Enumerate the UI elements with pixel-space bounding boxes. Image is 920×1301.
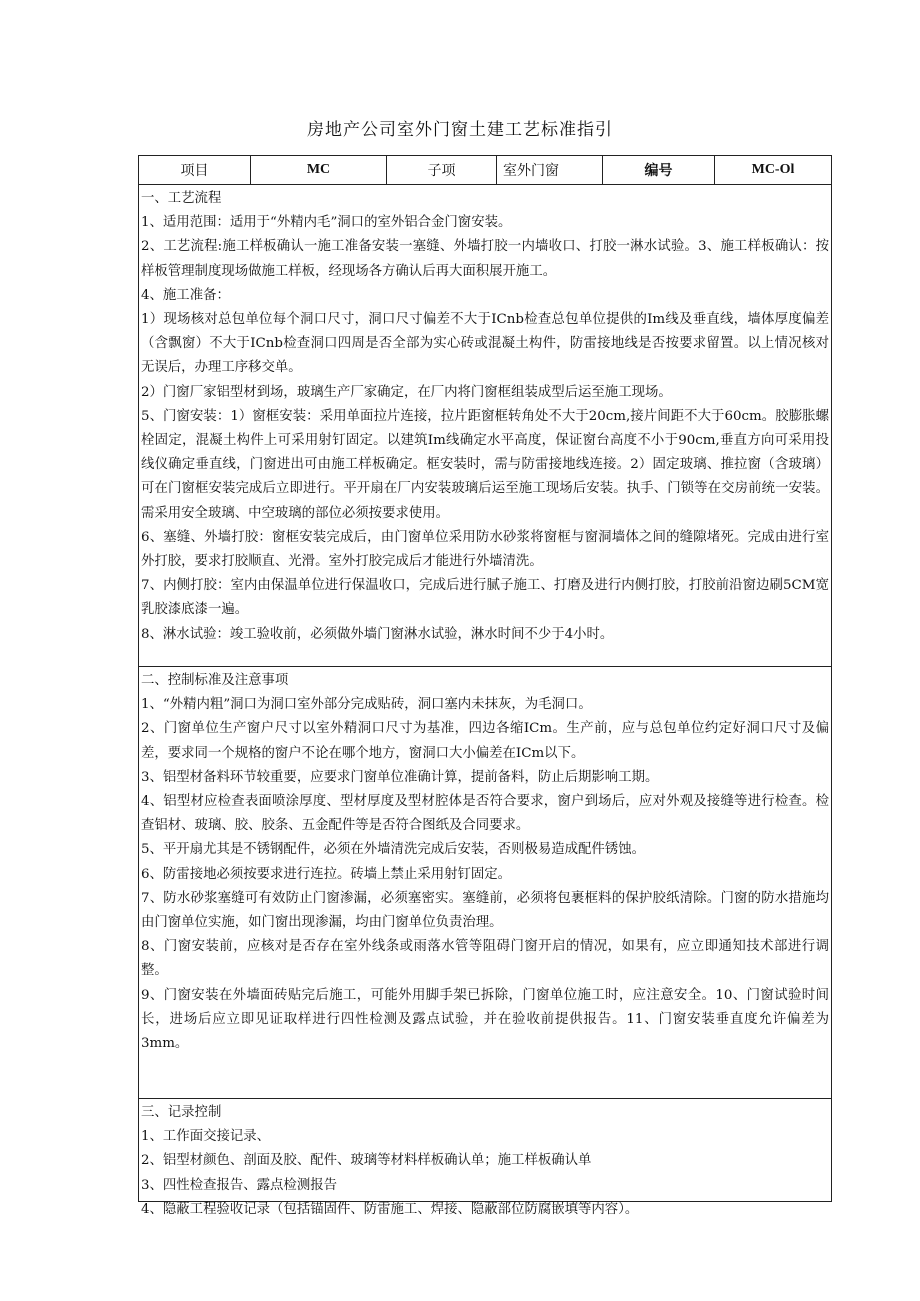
paragraph: 1、适用范围：适用于“外精内毛”洞口的室外铝合金门窗安装。	[141, 215, 512, 231]
section-heading: 一、工艺流程	[141, 191, 222, 206]
paragraph: 3、四性检查报告、露点检测报告	[141, 1177, 337, 1193]
paragraph: 7、防水砂浆塞缝可有效防止门窗渗漏，必须塞密实。塞缝前，必须将包裹框料的保护胶纸清除。门窗的防水措施均由门窗单位实施，如门窗出现渗漏，均由门窗单位负责治理。	[141, 890, 829, 931]
paragraph: 4、施工准备：	[141, 287, 230, 303]
paragraph: 8、淋水试验：竣工验收前，必须做外墙门窗淋水试验，淋水时间不少于4小时。	[141, 626, 614, 642]
paragraph: 4、铝型材应检查表面喷涂厚度、型材厚度及型材腔体是否符合要求，窗户到场后，应对外观及接缝等进行检查。检查铝材、玻璃、胶、胶条、五金配件等是否符合图纸及合同要求。	[141, 794, 829, 834]
section-records	[139, 1099, 831, 1217]
paragraph: 6、塞缝、外墙打胶：窗框安装完成后，由门窗单位采用防水砂浆将窗框与窗洞墙体之间的缝隙堵死。完成由进行室外打胶，要求打胶顺直、光滑。室外打胶完成后才能进行外墙清洗。	[141, 529, 829, 570]
header-row	[139, 155, 831, 185]
paragraph: 7、内侧打胶：室内由保温单位进行保温收口，完成后进行腻子施工、打磨及进行内侧打胶，打胶前沿窗边刷5CM宽乳胶漆底漆一遍。	[141, 578, 829, 618]
paragraph: 1、工作面交接记录、	[141, 1129, 271, 1145]
paragraph: 9、门窗安装在外墙面砖贴完后施工，可能外用脚手架已拆除，门窗单位施工时，应注意安全。10、门窗试验时间长，进场后应立即见证取样进行四性检测及露点试验，并在验收前提供报告。11、门窗安装垂直度允许偏差为3mm。	[141, 987, 829, 1052]
document-title: 房地产公司室外门窗土建工艺标准指引	[307, 120, 613, 140]
section-control-standards	[139, 667, 831, 1099]
section-heading: 二、控制标准及注意事项	[141, 673, 289, 688]
paragraph: 2、工艺流程:施工样板确认一施工准备安装一塞缝、外墙打胶一内墙收口、打胶一淋水试验。3、施工样板确认：按样板管理制度现场做施工样板，经现场各方确认后再大面积展开施工。	[141, 239, 829, 279]
paragraph: 8、门窗安装前，应核对是否存在室外线条或雨落水管等阻碍门窗开启的情况，如果有，应立即通知技术部进行调整。	[141, 939, 829, 979]
sub-value: 室外门窗	[497, 156, 603, 184]
section-process	[139, 185, 831, 667]
paragraph: 6、防雷接地必须按要求进行连拉。砖墙上禁止采用射钉固定。	[141, 866, 512, 882]
item-value: MC	[251, 156, 387, 184]
paragraph: 2）门窗厂家铝型材到场，玻璃生产厂家确定，在厂内将门窗框组装成型后运至施工现场。	[141, 384, 672, 400]
paragraph: 2、铝型材颜色、剖面及胶、配件、玻璃等材料样板确认单；施工样板确认单	[141, 1153, 592, 1169]
paragraph: 5、平开扇尤其是不锈钢配件，必须在外墙清洗完成后安装，否则极易造成配件锈蚀。	[141, 842, 645, 858]
paragraph: 3、铝型材备料环节较重要，应要求门窗单位准确计算，提前备料，防止后期影响工期。	[141, 769, 659, 785]
code-label: 编号	[603, 156, 715, 184]
code-value: MC-Ol	[751, 162, 795, 177]
paragraph: 1）现场核对总包单位每个洞口尺寸，洞口尺寸偏差不大于ICnb检查总包单位提供的Im线及垂直线，墙体厚度偏差（含飘窗）不大于ICnb检查洞口四周是否全部为实心砖或混凝土构件，防雷接地线是否按要求留置。以上情况核对无误后，办理工序移交单。	[141, 312, 829, 376]
standard-table	[138, 155, 832, 1217]
sub-label: 子项	[387, 156, 497, 184]
paragraph: 5、门窗安装：1）窗框安装：采用单面拉片连接，拉片距窗框转角处不大于20cm,接片间距不大于60cm。胶膨胀螺栓固定，混凝土构件上可采用射钉固定。以建筑Im线确定水平高度，保证窗台高度不小于90cm,垂直方向可采用投线仪确定垂直线，门窗进出可由施工样板确定。框安装时，需与防雷接地线连接。2）固定玻璃、推拉窗（含玻璃）可在门窗框安装完成后立即进行。平开扇在厂内安装玻璃后运至施工现场后安装。执手、门锁等在交房前统一安装。需采用安全玻璃、中空玻璃的部位必须按要求使用。	[141, 408, 829, 521]
section-heading: 三、记录控制	[141, 1105, 222, 1120]
paragraph: 4、隐蔽工程验收记录（包括锚固件、防雷施工、焊接、隐蔽部位防腐嵌填等内容）。	[141, 1201, 639, 1217]
paragraph: 2、门窗单位生产窗户尺寸以室外精洞口尺寸为基准，四边各缩ICm。生产前，应与总包单位约定好洞口尺寸及偏差，要求同一个规格的窗户不论在哪个地方，窗洞口大小偏差在ICm以下。	[141, 721, 829, 761]
item-label: 项目	[139, 156, 251, 184]
paragraph: 1、“外精内粗”洞口为洞口室外部分完成贴砖，洞口塞内未抹灰，为毛洞口。	[141, 697, 592, 713]
